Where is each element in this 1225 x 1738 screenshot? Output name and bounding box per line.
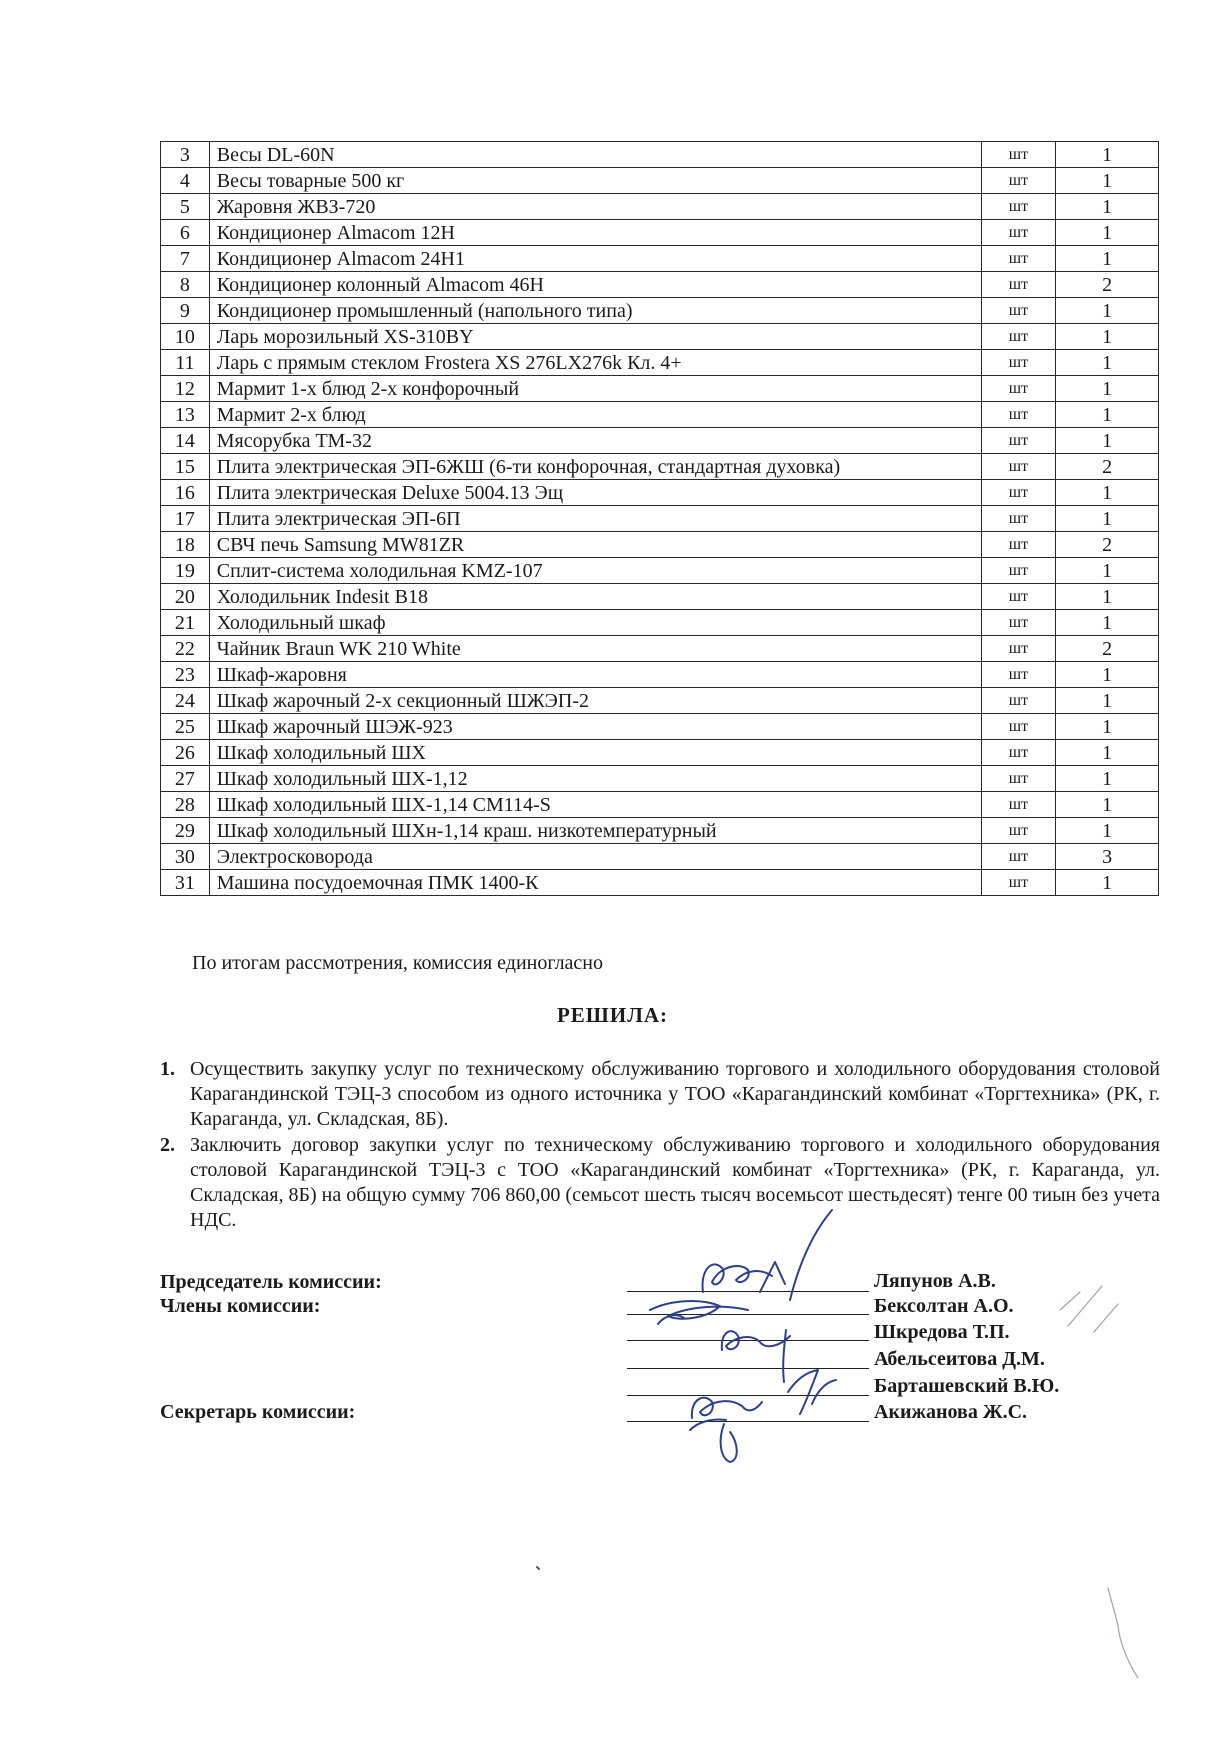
equipment-row [161,402,1159,428]
decision-item [160,1133,1160,1233]
quantity: 1 [1056,298,1159,324]
signature-line [627,1421,869,1422]
quantity: 1 [1056,662,1159,688]
unit-of-measure: шт [981,298,1056,324]
quantity: 1 [1056,870,1159,896]
equipment-name: Плита электрическая ЭП-6П [209,506,981,532]
quantity: 1 [1056,376,1159,402]
unit-of-measure: шт [981,532,1056,558]
equipment-name: Мармит 1-х блюд 2-х конфорочный [209,376,981,402]
equipment-row [161,454,1159,480]
equipment-name: Кондиционер промышленный (напольного типа) [209,298,981,324]
quantity: 1 [1056,506,1159,532]
unit-of-measure: шт [981,506,1056,532]
equipment-row [161,870,1159,896]
quantity: 1 [1056,610,1159,636]
equipment-row [161,428,1159,454]
unit-of-measure: шт [981,584,1056,610]
members-label: Члены комиссии: [160,1295,321,1317]
row-number: 14 [161,428,210,454]
equipment-row [161,818,1159,844]
row-number: 30 [161,844,210,870]
secretary-label: Секретарь комиссии: [160,1401,356,1423]
signature-line [627,1368,869,1369]
unit-of-measure: шт [981,454,1056,480]
equipment-name: Мармит 2-х блюд [209,402,981,428]
row-number: 19 [161,558,210,584]
quantity: 1 [1056,818,1159,844]
equipment-row [161,168,1159,194]
decision-item-number: 2. [160,1134,175,1156]
member-name: Барташевский В.Ю. [874,1375,1060,1397]
equipment-row [161,662,1159,688]
decision-item [160,1057,1160,1132]
equipment-name: Машина посудоемочная ПМК 1400-К [209,870,981,896]
equipment-row [161,376,1159,402]
equipment-name: Жаровня ЖВЗ-720 [209,194,981,220]
signature-line [627,1395,869,1396]
row-number: 21 [161,610,210,636]
unit-of-measure: шт [981,714,1056,740]
equipment-table [160,141,1159,896]
row-number: 6 [161,220,210,246]
unit-of-measure: шт [981,142,1056,168]
equipment-row [161,766,1159,792]
quantity: 1 [1056,584,1159,610]
equipment-name: Кондиционер колонный Almacom 46H [209,272,981,298]
quantity: 1 [1056,428,1159,454]
quantity: 1 [1056,558,1159,584]
unit-of-measure: шт [981,402,1056,428]
unit-of-measure: шт [981,272,1056,298]
quantity: 1 [1056,142,1159,168]
quantity: 3 [1056,844,1159,870]
equipment-name: Сплит-система холодильная KMZ-107 [209,558,981,584]
row-number: 17 [161,506,210,532]
unit-of-measure: шт [981,220,1056,246]
row-number: 24 [161,688,210,714]
quantity: 1 [1056,220,1159,246]
unit-of-measure: шт [981,350,1056,376]
row-number: 18 [161,532,210,558]
row-number: 11 [161,350,210,376]
row-number: 27 [161,766,210,792]
equipment-name: Ларь с прямым стеклом Frostera XS 276LX276k Кл. 4+ [209,350,981,376]
quantity: 2 [1056,636,1159,662]
equipment-row [161,558,1159,584]
equipment-name: Холодильник Indesit B18 [209,584,981,610]
row-number: 4 [161,168,210,194]
equipment-name: Электросковорода [209,844,981,870]
row-number: 22 [161,636,210,662]
signature-line [627,1291,869,1292]
decision-item-number: 1. [160,1058,175,1080]
unit-of-measure: шт [981,740,1056,766]
equipment-name: Шкаф холодильный ШХ-1,12 [209,766,981,792]
quantity: 2 [1056,272,1159,298]
equipment-row [161,142,1159,168]
equipment-name: Чайник Braun WK 210 White [209,636,981,662]
quantity: 1 [1056,740,1159,766]
row-number: 23 [161,662,210,688]
row-number: 13 [161,402,210,428]
quantity: 1 [1056,168,1159,194]
unit-of-measure: шт [981,688,1056,714]
equipment-row [161,246,1159,272]
equipment-row [161,350,1159,376]
member-name: Шкредова Т.П. [874,1321,1010,1343]
equipment-name: Шкаф холодильный ШХн-1,14 краш. низкотемпературный [209,818,981,844]
unit-of-measure: шт [981,870,1056,896]
unit-of-measure: шт [981,246,1056,272]
quantity: 1 [1056,714,1159,740]
unit-of-measure: шт [981,636,1056,662]
row-number: 20 [161,584,210,610]
row-number: 15 [161,454,210,480]
equipment-name: Шкаф жарочный ШЭЖ-923 [209,714,981,740]
row-number: 5 [161,194,210,220]
equipment-row [161,636,1159,662]
unit-of-measure: шт [981,480,1056,506]
equipment-name: Шкаф-жаровня [209,662,981,688]
quantity: 2 [1056,454,1159,480]
equipment-name: Плита электрическая ЭП-6ЖШ (6-ти конфорочная, стандартная духовка) [209,454,981,480]
equipment-row [161,480,1159,506]
equipment-row [161,220,1159,246]
signature-line [627,1340,869,1341]
row-number: 8 [161,272,210,298]
unit-of-measure: шт [981,818,1056,844]
quantity: 1 [1056,402,1159,428]
quantity: 1 [1056,324,1159,350]
signature-line [627,1314,869,1315]
row-number: 3 [161,142,210,168]
row-number: 29 [161,818,210,844]
unit-of-measure: шт [981,844,1056,870]
equipment-row [161,506,1159,532]
row-number: 16 [161,480,210,506]
quantity: 2 [1056,532,1159,558]
decision-list [160,1057,1160,1234]
unit-of-measure: шт [981,558,1056,584]
row-number: 10 [161,324,210,350]
unit-of-measure: шт [981,168,1056,194]
equipment-name: Весы товарные 500 кг [209,168,981,194]
chairman-label: Председатель комиссии: [160,1271,382,1293]
equipment-row [161,714,1159,740]
equipment-name: Мясорубка ТМ-32 [209,428,981,454]
equipment-row [161,532,1159,558]
row-number: 25 [161,714,210,740]
row-number: 7 [161,246,210,272]
equipment-row [161,298,1159,324]
member-name: Акижанова Ж.С. [874,1401,1028,1423]
unit-of-measure: шт [981,194,1056,220]
decision-item-text: Заключить договор закупки услуг по техническому обслуживанию торгового и холодильного оборудования столовой Карагандинской ТЭЦ-3 с ТОО «Карагандинский комбинат «Торгтехника» (РК, г. Караганда, ул. Складская, 8Б) на общую сумму 706 860,00 (семьсот шесть тысяч восемьсот шестьдесят) тенге 00 тиын без учета НДС. [190,1134,1160,1231]
unit-of-measure: шт [981,662,1056,688]
equipment-row [161,792,1159,818]
equipment-row [161,610,1159,636]
quantity: 1 [1056,480,1159,506]
equipment-name: Шкаф жарочный 2-х секционный ШЖЭП-2 [209,688,981,714]
unit-of-measure: шт [981,376,1056,402]
decision-heading: РЕШИЛА: [556,1003,669,1027]
equipment-name: Кондиционер Almacom 24H1 [209,246,981,272]
quantity: 1 [1056,246,1159,272]
equipment-table-body [161,142,1159,896]
row-number: 12 [161,376,210,402]
equipment-row [161,194,1159,220]
member-name: Бексолтан А.О. [874,1295,1014,1317]
decision-intro: По итогам рассмотрения, комиссия единогласно [192,952,604,974]
unit-of-measure: шт [981,324,1056,350]
unit-of-measure: шт [981,766,1056,792]
quantity: 1 [1056,688,1159,714]
member-name: Абельсеитова Д.М. [874,1348,1045,1370]
unit-of-measure: шт [981,792,1056,818]
decision-item-text: Осуществить закупку услуг по техническому обслуживанию торгового и холодильного оборудования столовой Карагандинской ТЭЦ-3 способом из одного источника у ТОО «Карагандинский комбинат «Торгтехника» (РК, г. Караганда, ул. Складская, 8Б). [190,1058,1160,1130]
row-number: 28 [161,792,210,818]
equipment-name: Ларь морозильный XS-310BY [209,324,981,350]
equipment-name: СВЧ печь Samsung MW81ZR [209,532,981,558]
quantity: 1 [1056,792,1159,818]
unit-of-measure: шт [981,610,1056,636]
equipment-row [161,584,1159,610]
row-number: 9 [161,298,210,324]
member-name: Ляпунов А.В. [874,1270,996,1292]
equipment-name: Холодильный шкаф [209,610,981,636]
row-number: 26 [161,740,210,766]
equipment-name: Плита электрическая Deluxe 5004.13 Эщ [209,480,981,506]
quantity: 1 [1056,350,1159,376]
equipment-row [161,324,1159,350]
quantity: 1 [1056,194,1159,220]
equipment-row [161,272,1159,298]
equipment-name: Кондиционер Almacom 12H [209,220,981,246]
equipment-row [161,740,1159,766]
equipment-row [161,688,1159,714]
equipment-name: Весы DL-60N [209,142,981,168]
equipment-row [161,844,1159,870]
equipment-name: Шкаф холодильный ШХ-1,14 СМ114-S [209,792,981,818]
quantity: 1 [1056,766,1159,792]
row-number: 31 [161,870,210,896]
equipment-name: Шкаф холодильный ШХ [209,740,981,766]
unit-of-measure: шт [981,428,1056,454]
